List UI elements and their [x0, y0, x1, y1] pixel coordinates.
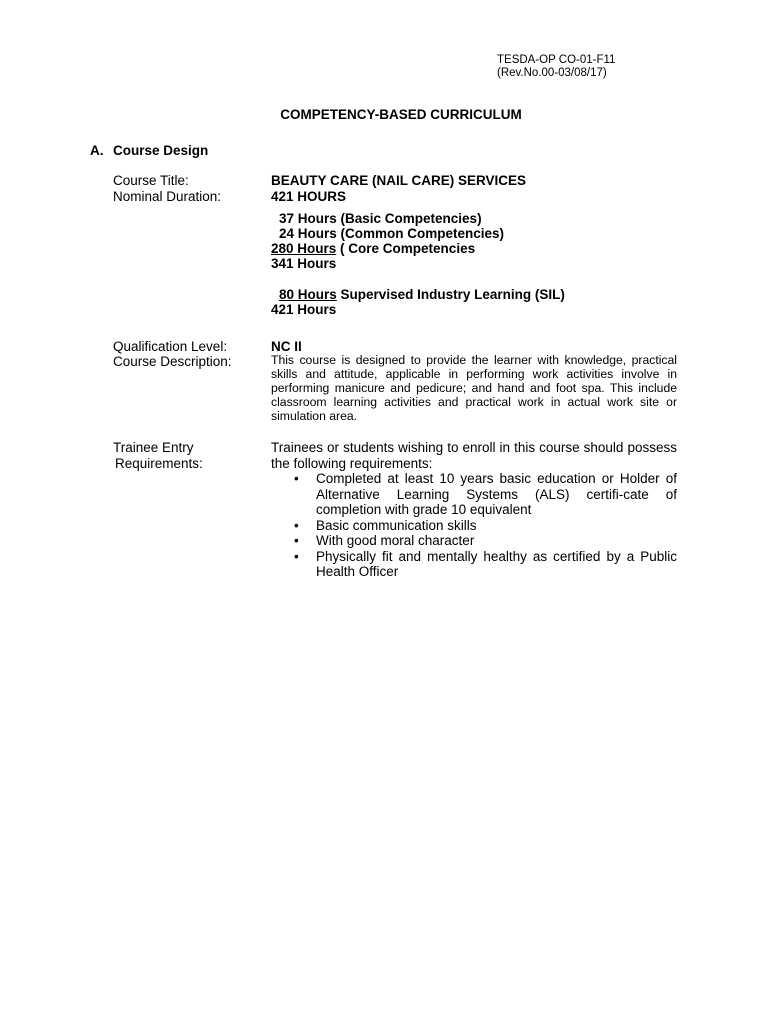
- core-competencies-label: ( Core Competencies: [340, 241, 476, 256]
- revision-number: (Rev.No.00-03/08/17): [497, 67, 607, 79]
- requirement-text: Completed at least 10 years basic education or Holder of Alternative Learning Systems (ALS) certifi-cate of completion with grade 10 equivalent: [316, 471, 677, 517]
- section-heading: [90, 143, 208, 158]
- list-item: [294, 471, 677, 518]
- sil-hours: 80 Hours: [279, 287, 337, 302]
- course-title-label: Course Title:: [113, 173, 189, 188]
- trainee-entry-label-line2: Requirements:: [115, 456, 203, 471]
- requirement-text: Physically fit and mentally healthy as certified by a Public Health Officer: [316, 548, 677, 579]
- course-title-value: BEAUTY CARE (NAIL CARE) SERVICES: [271, 173, 527, 188]
- page-title: COMPETENCY-BASED CURRICULUM: [280, 107, 522, 122]
- bullet-icon: •: [294, 517, 299, 533]
- requirements-list: [271, 471, 677, 580]
- trainee-entry-requirements: [271, 440, 677, 580]
- bullet-icon: •: [294, 471, 299, 486]
- trainee-entry-label-line1: Trainee Entry: [113, 440, 194, 455]
- entry-intro: Trainees or students wishing to enroll in this course should possess the following requirements:: [271, 440, 677, 471]
- core-competencies-line: [271, 241, 475, 257]
- sil-label: Supervised Industry Learning (SIL): [340, 287, 565, 302]
- basic-competencies-hours: 37 Hours (Basic Competencies): [279, 211, 482, 226]
- section-title: Course Design: [113, 143, 209, 158]
- section-number: A.: [90, 143, 104, 158]
- bullet-icon: •: [294, 548, 299, 564]
- qualification-level-value: NC II: [271, 339, 302, 354]
- trainee-entry-label: [113, 440, 203, 472]
- total-hours: 421 Hours: [271, 302, 337, 317]
- common-competencies-hours: 24 Hours (Common Competencies): [279, 226, 505, 241]
- requirement-text: Basic communication skills: [316, 517, 477, 533]
- course-description-text: This course is designed to provide the learner with knowledge, practical skills and attitude, applicable in performing work activities involve in performing manicure and pedicure; and hand and foot spa. This include classroom learning activities and practical work in actual work site or simulation area.: [271, 353, 677, 423]
- document-code-block: [497, 54, 615, 80]
- nominal-duration-value: 421 HOURS: [271, 189, 347, 204]
- sil-line: [279, 287, 565, 303]
- list-item: [294, 533, 677, 549]
- requirement-text: With good moral character: [316, 533, 475, 548]
- list-item: [294, 517, 677, 534]
- list-item: [294, 548, 677, 580]
- document-code: TESDA-OP CO-01-F11: [497, 54, 616, 66]
- course-description-label: Course Description:: [113, 354, 232, 369]
- qualification-level-label: Qualification Level:: [113, 339, 228, 354]
- core-competencies-hours: 280 Hours: [271, 241, 337, 256]
- nominal-duration-label: Nominal Duration:: [113, 189, 222, 204]
- bullet-icon: •: [294, 533, 299, 548]
- subtotal-hours: 341 Hours: [271, 256, 337, 271]
